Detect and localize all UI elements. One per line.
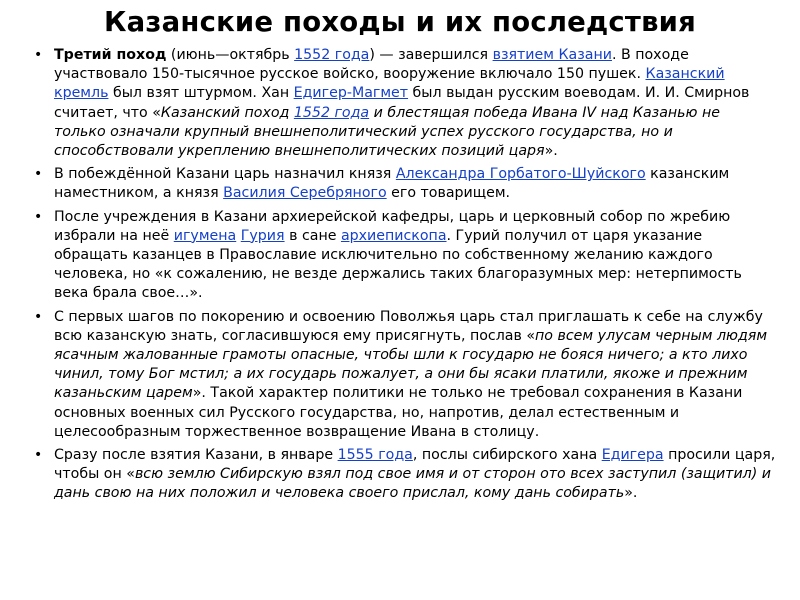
hyperlink[interactable]: игумена	[173, 227, 237, 244]
body-text: в сане	[284, 227, 341, 244]
body-text: ».	[544, 143, 558, 160]
hyperlink[interactable]: Александра Горбатого-Шуйского	[395, 166, 646, 183]
bullet-item	[34, 208, 776, 304]
bullet-item	[34, 165, 776, 203]
body-text: ».	[624, 485, 638, 502]
body-text: . В походе участвовало 150-тысячное русское войско, вооружение включало 150 пушек.	[54, 47, 689, 83]
body-text: был взят штурмом. Хан	[108, 85, 294, 102]
bullet-item	[34, 446, 776, 504]
body-text: просили царя, чтобы он «	[54, 447, 776, 483]
bullet-item	[34, 308, 776, 442]
slide-title: Казанские походы и их последствия	[104, 6, 696, 38]
bold-text: Третий поход	[54, 47, 167, 63]
hyperlink[interactable]: Гурия	[240, 227, 285, 244]
bullet-dot: •	[34, 47, 43, 63]
body-text: ». Такой характер политики не только не требовал сохранения в Казани основных военных сил Русского государства, но, напротив, делал естественным и целесообразным торжественное возвращение Ивана в столицу.	[54, 385, 743, 440]
body-text: С первых шагов по покорению и освоению Поволжья царь стал приглашать к себе на службу всю казанскую знать, согласившуюся ему присягнуть, послав «	[54, 308, 763, 344]
hyperlink[interactable]: Василия Серебряного	[223, 185, 387, 202]
quote-text: по всем улусам черным людям ясачным жалованные грамоты опасные, чтобы шли к государю не бояся ничего; а кто лихо чинил, тому Бог мстил; а их государь пожалует, а они бы ясаки платили, якоже и прежним казаньским царем	[54, 327, 768, 402]
body-text: (июнь—октябрь	[166, 47, 295, 63]
hyperlink[interactable]: Казанский кремль	[54, 66, 725, 102]
hyperlink[interactable]: 1552 года	[294, 47, 370, 63]
quote-text: Казанский поход	[160, 104, 294, 121]
body-text: ) — завершился	[369, 47, 493, 63]
bullet-dot: •	[34, 308, 43, 325]
hyperlink[interactable]: взятием Казани	[492, 47, 612, 63]
bullet-list	[34, 46, 776, 508]
hyperlink[interactable]: 1555 года	[337, 447, 413, 464]
hyperlink[interactable]: Едигера	[601, 447, 664, 464]
body-text: В побеждённой Казани царь назначил князя	[54, 166, 396, 183]
hyperlink[interactable]: Едигер-Магмет	[293, 85, 409, 102]
hyperlink[interactable]: 1552 года	[293, 104, 370, 121]
body-text: казанским наместником, а князя	[54, 166, 730, 202]
body-text: был выдан русским воеводам. И. И. Смирнов считает, что «	[54, 85, 750, 121]
body-text: . Гурий получил от царя указание обращать казанцев в Православие исключительно по собственному желанию каждого человека, но «к сожалению, не везде держались таких благоразумных мер: нетерпимость века брала свое…».	[54, 227, 742, 302]
hyperlink[interactable]: архиепископа	[340, 227, 447, 244]
bullet-dot: •	[34, 166, 43, 183]
body-text: После учреждения в Казани архиерейской кафедры, царь и церковный собор по жребию избрали на неё	[54, 208, 731, 244]
bullet-dot: •	[34, 208, 43, 225]
quote-text: всю землю Сибирскую взял под свое имя и от сторон ото всех заступил (защитил) и дань свою на них положил и человека своего прислал, кому дань собирать	[54, 466, 771, 502]
bullet-dot: •	[34, 447, 43, 464]
body-text: , послы сибирского хана	[412, 447, 602, 464]
body-text: его товарищем.	[386, 185, 511, 202]
body-text: Сразу после взятия Казани, в январе	[54, 447, 338, 464]
quote-text: и блестящая победа Ивана IV над Казанью не только означали крупный внешнеполитический успех русского государства, но и способствовали укреплению внешнеполитических позиций царя	[54, 104, 720, 160]
bullet-item	[34, 46, 776, 161]
